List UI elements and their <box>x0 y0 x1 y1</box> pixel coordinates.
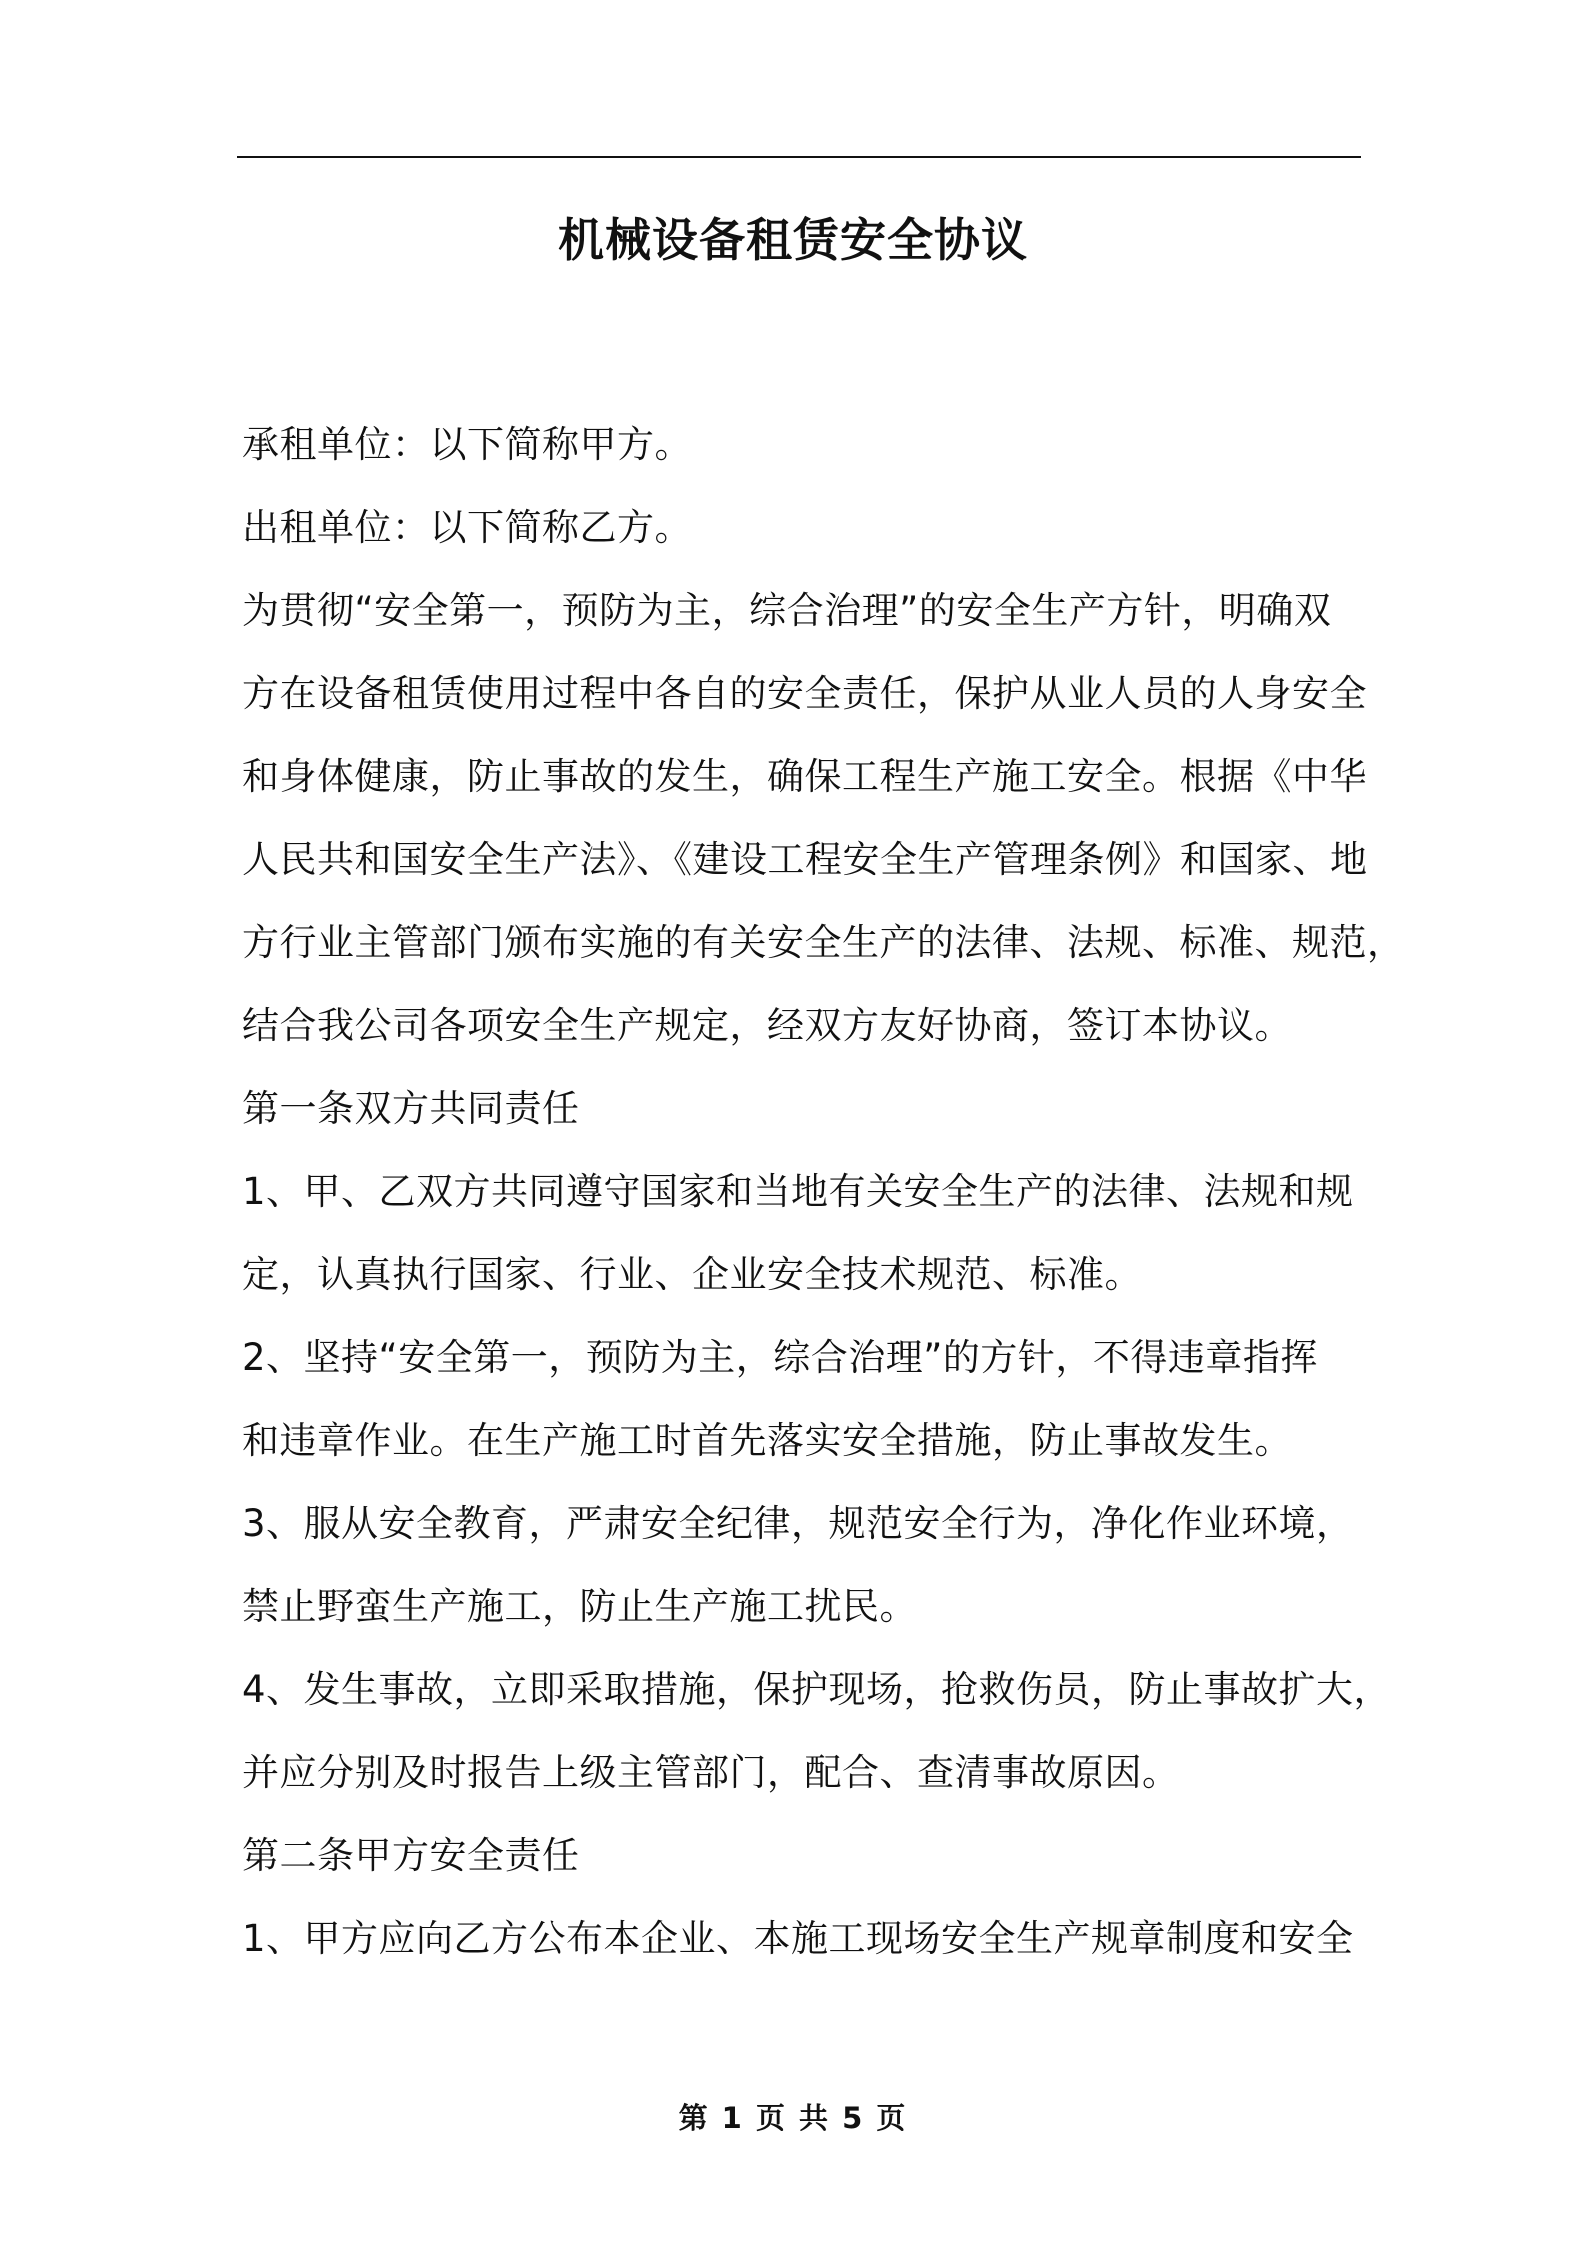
page-number-footer: 第 1 页 共 5 页 <box>678 2101 908 2135</box>
body-line: 定，认真执行国家、行业、企业安全技术规范、标准。 <box>242 1253 1142 1296</box>
body-line: 承租单位：以下简称甲方。 <box>242 423 692 466</box>
body-line: 3、服从安全教育，严肃安全纪律，规范安全行为，净化作业环境， <box>242 1502 1354 1545</box>
section-heading: 第二条甲方安全责任 <box>242 1834 580 1877</box>
body-line: 1、甲、乙双方共同遵守国家和当地有关安全生产的法律、法规和规 <box>242 1170 1354 1213</box>
body-line: 人民共和国安全生产法》、《建设工程安全生产管理条例》和国家、地 <box>242 838 1368 881</box>
header-rule <box>237 156 1361 158</box>
section-heading: 第一条双方共同责任 <box>242 1087 580 1130</box>
body-line: 并应分别及时报告上级主管部门，配合、查清事故原因。 <box>242 1751 1180 1794</box>
document-title: 机械设备租赁安全协议 <box>558 213 1028 267</box>
body-line: 方行业主管部门颁布实施的有关安全生产的法律、法规、标准、规范， <box>242 921 1405 964</box>
body-line: 和违章作业。在生产施工时首先落实安全措施，防止事故发生。 <box>242 1419 1292 1462</box>
body-line: 2、坚持“安全第一，预防为主，综合治理”的方针，不得违章指挥 <box>242 1336 1318 1379</box>
body-line: 禁止野蛮生产施工，防止生产施工扰民。 <box>242 1585 917 1628</box>
body-line: 为贯彻“安全第一，预防为主，综合治理”的安全生产方针，明确双 <box>242 589 1332 632</box>
document-body <box>242 403 1405 1980</box>
body-line: 出租单位：以下简称乙方。 <box>242 506 692 549</box>
body-line: 1、甲方应向乙方公布本企业、本施工现场安全生产规章制度和安全 <box>242 1917 1354 1960</box>
body-line: 4、发生事故，立即采取措施，保护现场，抢救伤员，防止事故扩大， <box>242 1668 1392 1711</box>
body-line: 结合我公司各项安全生产规定，经双方友好协商，签订本协议。 <box>242 1004 1292 1047</box>
body-line: 和身体健康，防止事故的发生，确保工程生产施工安全。根据《中华 <box>242 755 1367 798</box>
body-line: 方在设备租赁使用过程中各自的安全责任，保护从业人员的人身安全 <box>242 672 1367 715</box>
